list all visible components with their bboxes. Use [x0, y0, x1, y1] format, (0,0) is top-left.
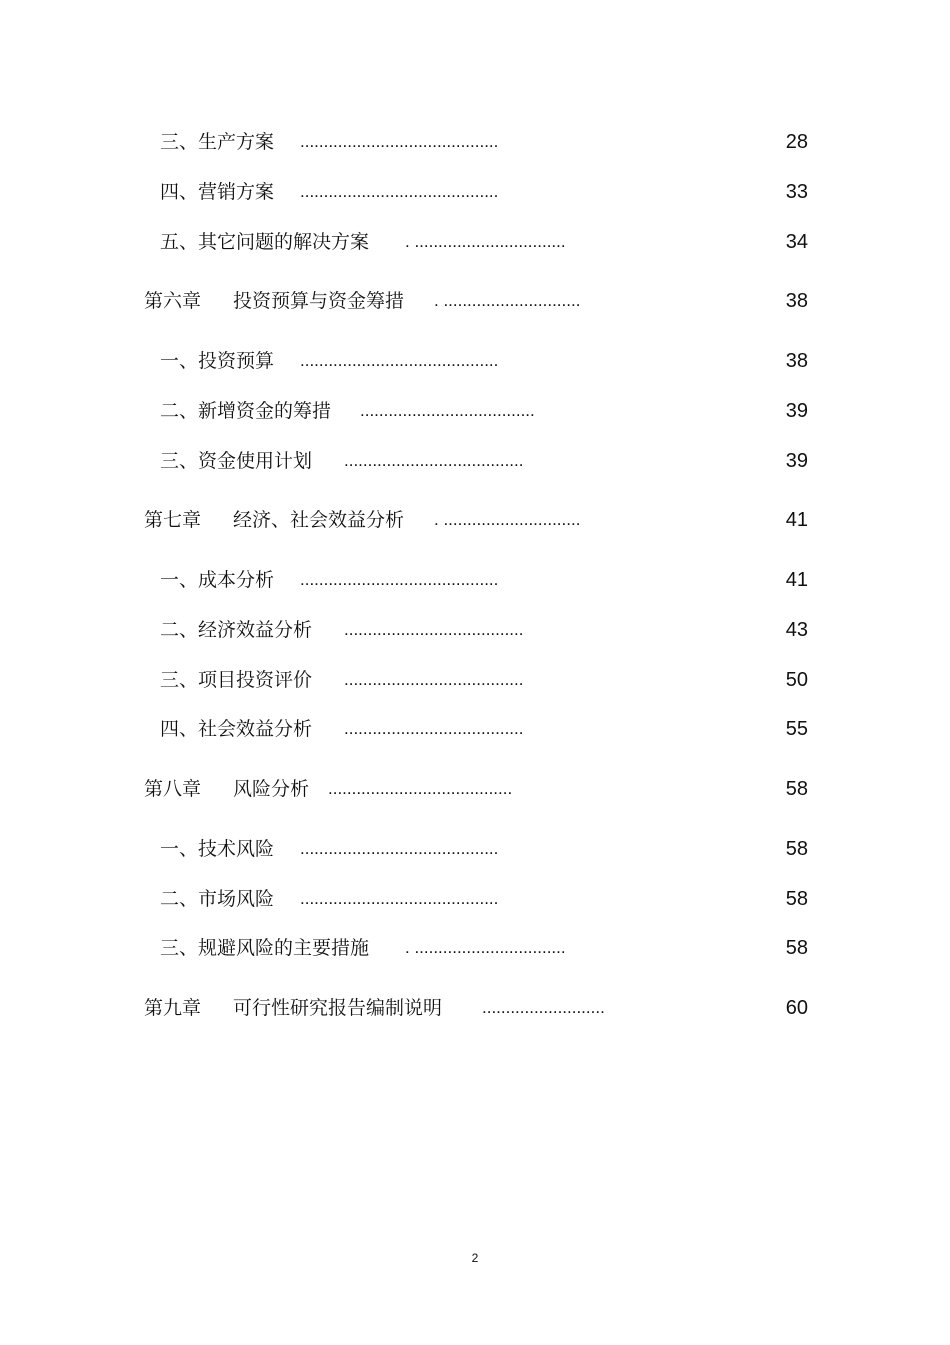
toc-page-number: 41 [785, 509, 808, 531]
toc-chapter-label: 第七章 [144, 509, 202, 531]
toc-page-number: 38 [785, 350, 808, 372]
toc-leader-dots: .......................................... [300, 889, 499, 908]
toc-entry-economic-benefit[interactable] [0, 615, 950, 645]
toc-entry-cost-analysis[interactable] [0, 565, 950, 595]
toc-entry-title: 二、市场风险 [160, 888, 275, 910]
toc-chapter-title: 风险分析 [233, 778, 310, 800]
toc-leader-dots: . ................................ [405, 232, 566, 251]
toc-chapter-label: 第八章 [144, 778, 202, 800]
toc-chapter-label: 第六章 [144, 290, 202, 312]
toc-page-number: 33 [785, 181, 808, 203]
toc-chapter-title: 经济、社会效益分析 [233, 509, 405, 531]
toc-page-number: 58 [785, 888, 808, 910]
toc-page-number: 39 [785, 450, 808, 472]
toc-entry-production-plan[interactable] [0, 127, 950, 157]
toc-page-number: 39 [785, 400, 808, 422]
toc-leader-dots: ...................................... [344, 719, 524, 738]
toc-entry-market-risk[interactable] [0, 884, 950, 914]
toc-leader-dots: . ................................ [405, 938, 566, 957]
toc-chapter-6[interactable] [0, 286, 950, 316]
toc-page-number: 50 [785, 669, 808, 691]
toc-page-number: 41 [785, 569, 808, 591]
toc-entry-title: 三、规避风险的主要措施 [160, 937, 370, 959]
toc-entry-title: 一、成本分析 [160, 569, 275, 591]
toc-chapter-title: 可行性研究报告编制说明 [233, 997, 443, 1019]
toc-leader-dots: ....................................... [328, 779, 513, 798]
toc-entry-new-funding[interactable] [0, 396, 950, 426]
toc-leader-dots: ..................................... [360, 401, 535, 420]
toc-page-number: 60 [785, 997, 808, 1019]
toc-page-number: 58 [785, 937, 808, 959]
toc-entry-technical-risk[interactable] [0, 834, 950, 864]
footer-page-number: 2 [471, 1251, 479, 1265]
toc-entry-social-benefit[interactable] [0, 714, 950, 744]
toc-leader-dots: ...................................... [344, 620, 524, 639]
toc-entry-marketing-plan[interactable] [0, 177, 950, 207]
toc-leader-dots: .......................................... [300, 182, 499, 201]
toc-entry-title: 二、经济效益分析 [160, 619, 313, 641]
toc-chapter-label: 第九章 [144, 997, 202, 1019]
toc-page-number: 58 [785, 838, 808, 860]
toc-chapter-title: 投资预算与资金筹措 [233, 290, 405, 312]
toc-chapter-9[interactable] [0, 993, 950, 1023]
toc-leader-dots: .......................... [482, 998, 605, 1017]
toc-entry-title: 三、项目投资评价 [160, 669, 313, 691]
toc-leader-dots: . ............................. [434, 510, 581, 529]
toc-entry-title: 四、社会效益分析 [160, 718, 313, 740]
toc-page-number: 38 [785, 290, 808, 312]
toc-entry-investment-budget[interactable] [0, 346, 950, 376]
toc-leader-dots: .......................................... [300, 839, 499, 858]
toc-entry-other-issues[interactable] [0, 227, 950, 257]
toc-chapter-8[interactable] [0, 774, 950, 804]
toc-leader-dots: .......................................... [300, 132, 499, 151]
toc-entry-title: 五、其它问题的解决方案 [160, 231, 370, 253]
toc-entry-title: 三、生产方案 [160, 131, 275, 153]
toc-page-number: 58 [785, 778, 808, 800]
toc-page-number: 43 [785, 619, 808, 641]
toc-entry-investment-evaluation[interactable] [0, 665, 950, 695]
toc-page-number: 34 [785, 231, 808, 253]
toc-entry-title: 一、技术风险 [160, 838, 275, 860]
toc-leader-dots: ...................................... [344, 451, 524, 470]
toc-entry-risk-avoidance[interactable] [0, 933, 950, 963]
toc-leader-dots: . ............................. [434, 291, 581, 310]
toc-chapter-7[interactable] [0, 505, 950, 535]
toc-entry-title: 一、投资预算 [160, 350, 275, 372]
toc-leader-dots: .......................................... [300, 351, 499, 370]
toc-entry-title: 二、新增资金的筹措 [160, 400, 332, 422]
toc-leader-dots: ...................................... [344, 670, 524, 689]
toc-page-number: 55 [785, 718, 808, 740]
toc-entry-fund-usage-plan[interactable] [0, 446, 950, 476]
toc-entry-title: 三、资金使用计划 [160, 450, 313, 472]
toc-entry-title: 四、营销方案 [160, 181, 275, 203]
toc-leader-dots: .......................................... [300, 570, 499, 589]
toc-page-number: 28 [785, 131, 808, 153]
